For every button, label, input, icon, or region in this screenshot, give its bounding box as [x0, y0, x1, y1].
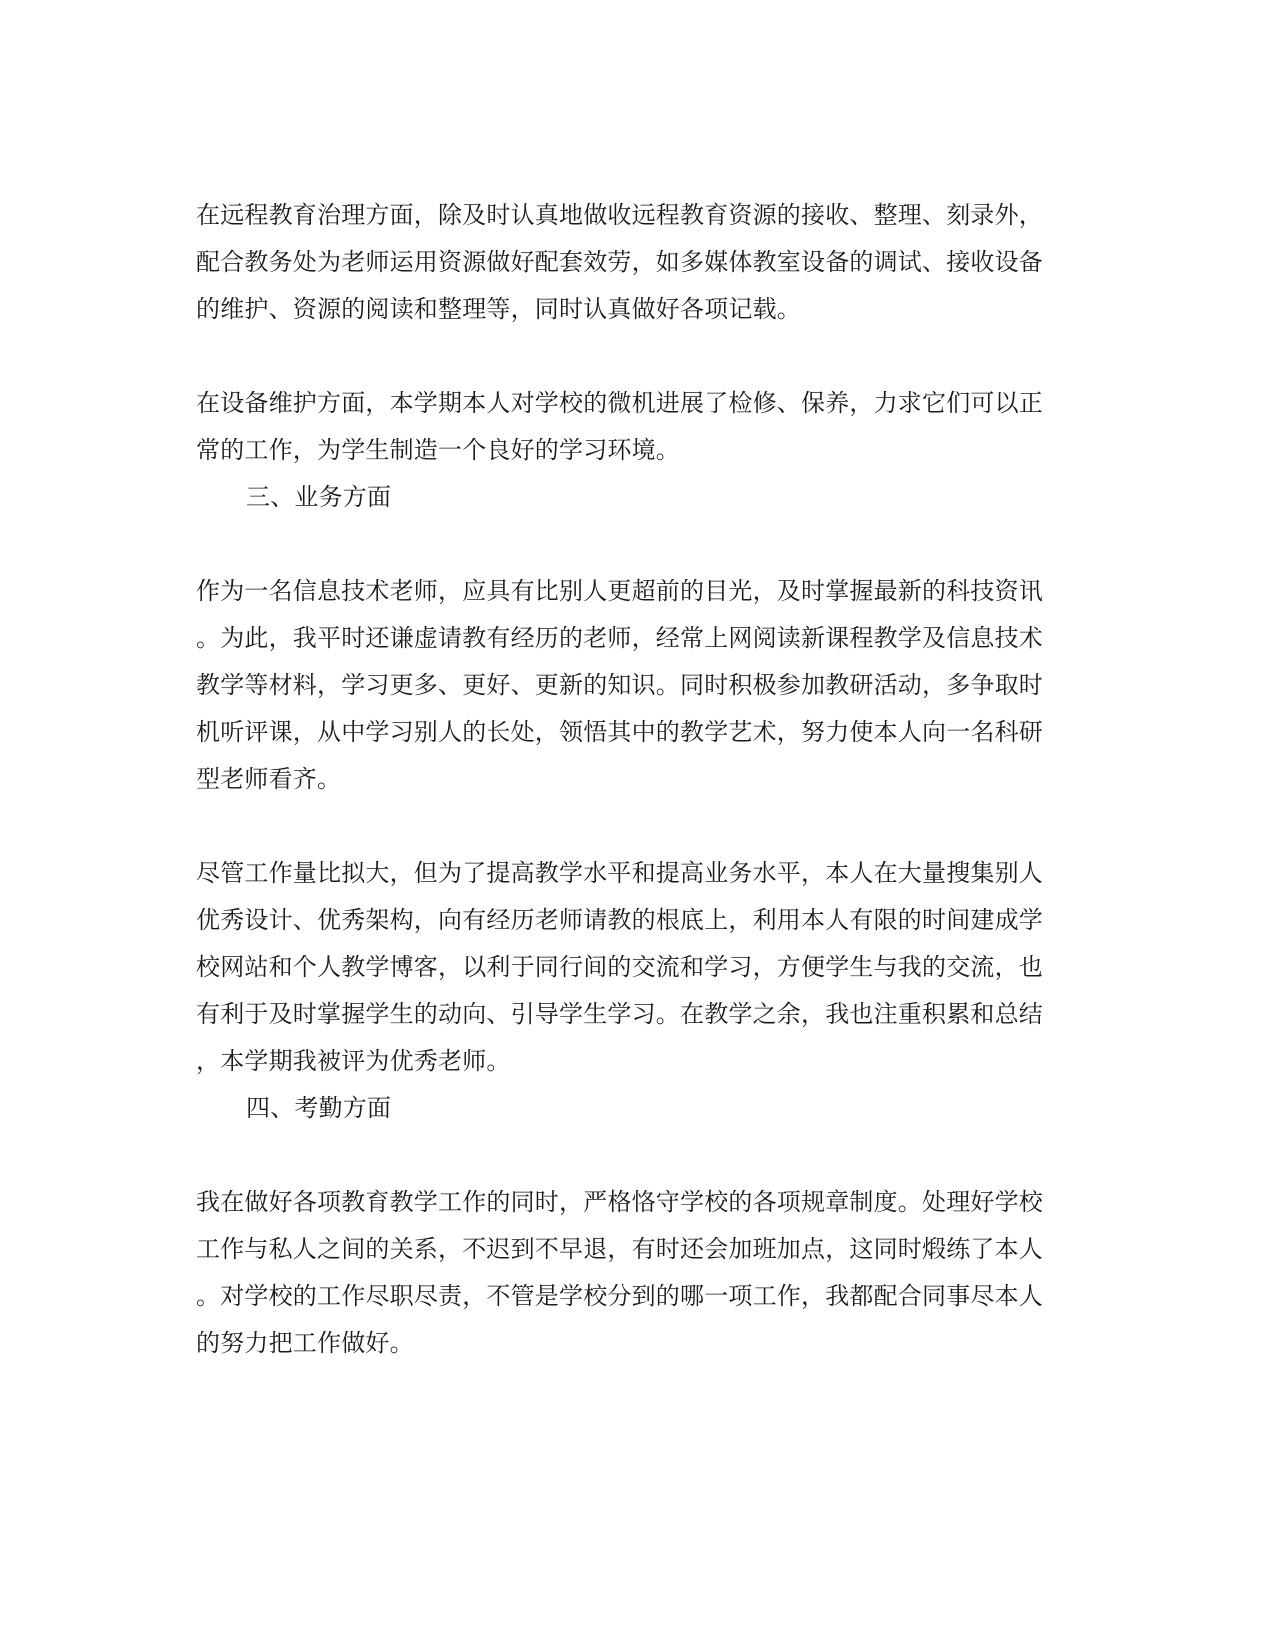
paragraph-workload-line-4: 有利于及时掌握学生的动向、引导学生学习。在教学之余，我也注重积累和总结 — [196, 1000, 1043, 1028]
paragraph-workload-line-5: ，本学期我被评为优秀老师。 — [196, 1047, 511, 1075]
paragraph-info-tech-teacher-line-1: 作为一名信息技术老师，应具有比别人更超前的目光，及时掌握最新的科技资讯 — [196, 577, 1043, 605]
paragraph-info-tech-teacher-line-3: 教学等材料，学习更多、更好、更新的知识。同时积极参加教研活动，多争取时 — [196, 671, 1043, 699]
paragraph-info-tech-teacher-line-5: 型老师看齐。 — [196, 765, 342, 793]
paragraph-equipment-maintenance-line-2: 常的工作，为学生制造一个良好的学习环境。 — [196, 436, 680, 464]
paragraph-discipline-line-1: 我在做好各项教育教学工作的同时，严格恪守学校的各项规章制度。处理好学校 — [196, 1188, 1043, 1216]
paragraph-info-tech-teacher-line-4: 机听评课，从中学习别人的长处，领悟其中的教学艺术，努力使本人向一名科研 — [196, 718, 1043, 746]
paragraph-discipline-line-2: 工作与私人之间的关系，不迟到不早退，有时还会加班加点，这同时煅练了本人 — [196, 1235, 1043, 1263]
heading-attendance: 四、考勤方面 — [246, 1094, 392, 1122]
paragraph-remote-education-line-3: 的维护、资源的阅读和整理等，同时认真做好各项记载。 — [196, 295, 801, 323]
paragraph-workload-line-1: 尽管工作量比拟大，但为了提高教学水平和提高业务水平，本人在大量搜集别人 — [196, 859, 1043, 887]
paragraph-info-tech-teacher-line-2: 。为此，我平时还谦虚请教有经历的老师，经常上网阅读新课程教学及信息技术 — [196, 624, 1043, 652]
paragraph-workload-line-2: 优秀设计、优秀架构，向有经历老师请教的根底上，利用本人有限的时间建成学 — [196, 906, 1043, 934]
paragraph-remote-education-line-1: 在远程教育治理方面，除及时认真地做收远程教育资源的接收、整理、刻录外， — [196, 201, 1043, 229]
paragraph-equipment-maintenance-line-1: 在设备维护方面，本学期本人对学校的微机进展了检修、保养，力求它们可以正 — [196, 389, 1043, 417]
paragraph-discipline-line-3: 。对学校的工作尽职尽责，不管是学校分到的哪一项工作，我都配合同事尽本人 — [196, 1282, 1043, 1310]
paragraph-workload-line-3: 校网站和个人教学博客，以利于同行间的交流和学习，方便学生与我的交流，也 — [196, 953, 1043, 981]
paragraph-discipline-line-4: 的努力把工作做好。 — [196, 1329, 414, 1357]
paragraph-remote-education-line-2: 配合教务处为老师运用资源做好配套效劳，如多媒体教室设备的调试、接收设备 — [196, 248, 1043, 276]
heading-business: 三、业务方面 — [246, 483, 392, 511]
